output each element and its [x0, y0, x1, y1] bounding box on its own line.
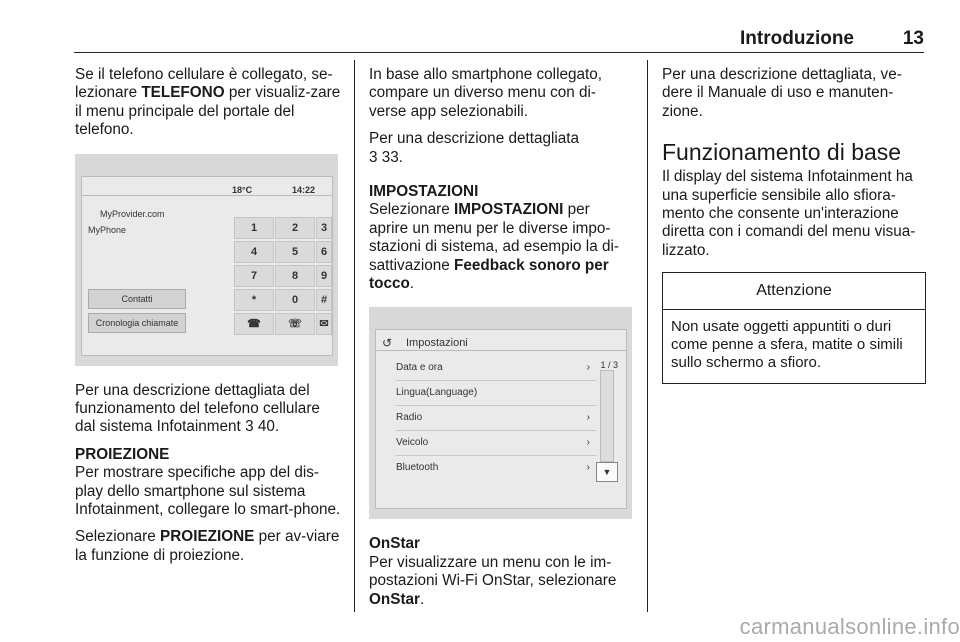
- provider-name: MyProvider.com: [100, 208, 165, 219]
- notice-title: Attenzione: [663, 273, 925, 309]
- section-heading: OnStar: [369, 535, 420, 553]
- column-2: [369, 66, 633, 618]
- key: *: [234, 289, 274, 311]
- key: 6: [316, 241, 332, 263]
- settings-screen-image: [369, 307, 632, 519]
- list-item: Data e ora ›: [396, 356, 596, 381]
- key: 7: [234, 265, 274, 287]
- notice-box: [662, 272, 926, 384]
- key: 4: [234, 241, 274, 263]
- phone-call-icon: ☎: [234, 313, 274, 335]
- column-divider: [354, 60, 355, 612]
- column-3: [662, 66, 926, 384]
- list-item: Lingua(Language): [396, 381, 596, 406]
- paragraph: Per visualizzare un menu con le im-postazioni Wi-Fi OnStar, selezionare OnStar.: [369, 553, 617, 608]
- page-header: [74, 20, 924, 53]
- key: 9: [316, 265, 332, 287]
- call-history-button: Cronologia chiamate: [88, 313, 186, 333]
- key: 5: [275, 241, 315, 263]
- section-heading: PROIEZIONE: [75, 445, 170, 463]
- column-divider: [647, 60, 648, 612]
- page-number: 13: [902, 28, 924, 49]
- phone-name: MyPhone: [88, 224, 127, 235]
- paragraph: Per una descrizione dettagliata 3 33.: [369, 130, 580, 166]
- key: 0: [275, 289, 315, 311]
- paragraph: In base allo smartphone collegato, compare un diverso menu con di-verse app selezionabili.: [369, 66, 603, 120]
- key: #: [316, 289, 332, 311]
- contacts-button: Contatti: [88, 289, 186, 309]
- list-item: Radio ›: [396, 406, 596, 431]
- page-ref-icon: 3: [369, 148, 378, 166]
- key: 3: [316, 217, 332, 239]
- page-indicator: 1 / 3: [600, 360, 618, 371]
- paragraph: Per mostrare specifiche app del dis-play dello smartphone sul sistema Infotainment, collegare lo smart-phone.: [75, 464, 341, 519]
- list-item: Veicolo ›: [396, 431, 596, 456]
- key: 8: [275, 265, 315, 287]
- paragraph: Selezionare PROIEZIONE per av-viare la funzione di proiezione.: [75, 528, 340, 564]
- page-ref-icon: 3: [245, 418, 254, 436]
- list-item: Bluetooth ›: [396, 462, 590, 474]
- scrollbar: [600, 370, 614, 462]
- clock: 14:22: [292, 184, 316, 195]
- column-1: [75, 66, 341, 574]
- hang-up-icon: ☏: [275, 313, 315, 335]
- phone-screen-image: [75, 154, 338, 366]
- key: 1: [234, 217, 274, 239]
- settings-title: Impostazioni: [406, 337, 468, 350]
- paragraph: Per una descrizione dettagliata, ve-dere il Manuale di uso e manuten-zione.: [662, 66, 902, 120]
- temperature: 18°C: [232, 184, 253, 195]
- watermark: carmanualsonline.info: [739, 614, 960, 639]
- paragraph: Se il telefono cellulare è collegato, se-lezionare TELEFONO per visualiz-zare il menu principale del portale del telefono.: [75, 66, 341, 139]
- key: 2: [275, 217, 315, 239]
- paragraph: Selezionare IMPOSTAZIONI per aprire un menu per le diverse impo-stazioni di sistema, ad esempio la di-sattivazione Feedback sonoro per tocco.: [369, 201, 619, 293]
- notice-body: Non usate oggetti appuntiti o duri come penne a sfera, matite o simili sullo schermo a sfioro.: [671, 317, 903, 372]
- paragraph: Il display del sistema Infotainment ha una superficie sensibile allo sfiora-mento che consente un'interazione diretta con i comandi del menu visua-lizzato.: [662, 168, 916, 259]
- message-icon: ✉: [316, 313, 332, 335]
- paragraph: Per una descrizione dettagliata del funzionamento del telefono cellulare dal sistema Infotainment 3 40.: [75, 381, 320, 436]
- scroll-down-icon: ▼: [596, 462, 618, 482]
- section-title: Funzionamento di base: [662, 139, 902, 166]
- back-icon: ↺: [382, 336, 393, 351]
- section-heading: IMPOSTAZIONI: [369, 183, 479, 201]
- chapter-title: Introduzione: [740, 28, 854, 49]
